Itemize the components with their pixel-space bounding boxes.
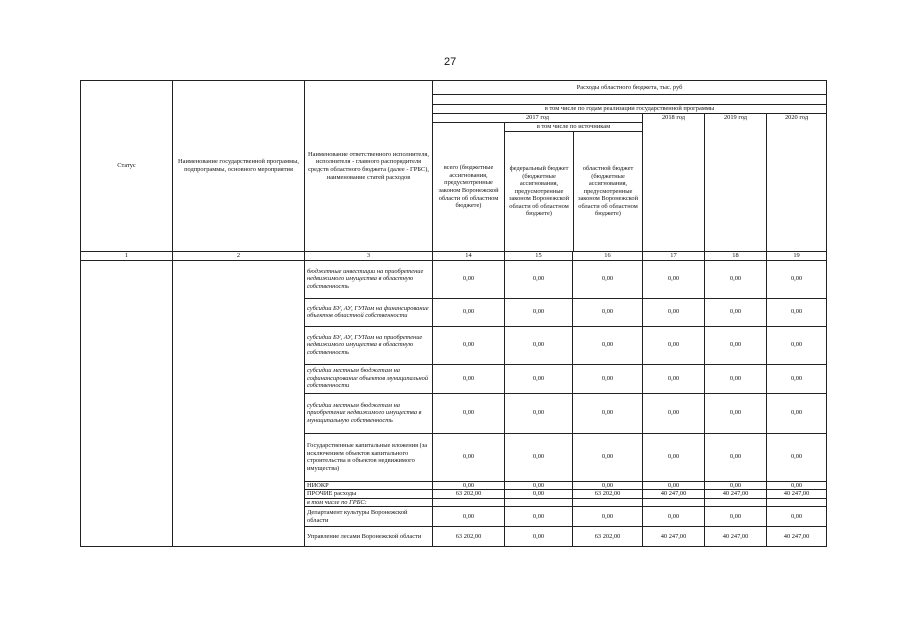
row-value: 0,00 (643, 326, 705, 364)
row-value: 0,00 (573, 298, 643, 326)
row-value: 0,00 (573, 393, 643, 433)
row-value: 0,00 (643, 393, 705, 433)
table-row (81, 260, 827, 298)
row-value: 0,00 (705, 326, 767, 364)
row-value: 0,00 (573, 433, 643, 481)
row-value: 40 247,00 (643, 490, 705, 499)
row-value: 0,00 (573, 481, 643, 490)
row-value: 0,00 (767, 393, 827, 433)
row-value: 40 247,00 (767, 490, 827, 499)
column-numbers-row (81, 252, 827, 261)
row-label: субсидии местным бюджетам на приобретение недвижимого имущества в муниципальную собственность (305, 393, 433, 433)
column-number: 19 (767, 252, 827, 261)
row-value: 0,00 (505, 490, 573, 499)
column-number: 16 (573, 252, 643, 261)
row-value: 0,00 (433, 298, 505, 326)
header-executor: Наименование ответственного исполнителя, исполнителя - главного распорядителя средств областного бюджета (далее - ГРБС), наименование статей расходов (305, 81, 433, 252)
row-value: 0,00 (505, 481, 573, 490)
column-number: 17 (643, 252, 705, 261)
row-value: 0,00 (505, 393, 573, 433)
row-label: субсидии местным бюджетам на софинансирование объектов муниципальной собственности (305, 364, 433, 393)
row-value: 0,00 (767, 260, 827, 298)
row-value: 0,00 (705, 260, 767, 298)
row-value (505, 498, 573, 507)
header-year-2020: 2020 год (767, 114, 827, 252)
row-value (643, 498, 705, 507)
row-value: 0,00 (705, 393, 767, 433)
row-label: НИОКР (305, 481, 433, 490)
row-value: 40 247,00 (767, 527, 827, 547)
row-value: 63 202,00 (433, 527, 505, 547)
row-value: 0,00 (767, 326, 827, 364)
row-value: 0,00 (643, 364, 705, 393)
row-label: Департамент культуры Воронежской области (305, 507, 433, 527)
row-value: 0,00 (643, 298, 705, 326)
column-number: 2 (173, 252, 305, 261)
row-value: 0,00 (433, 326, 505, 364)
header-year-2019: 2019 год (705, 114, 767, 252)
row-value: 0,00 (705, 298, 767, 326)
row-value: 0,00 (705, 364, 767, 393)
row-label: ПРОЧИЕ расходы (305, 490, 433, 499)
row-value: 0,00 (705, 507, 767, 527)
row-value (705, 498, 767, 507)
row-value: 0,00 (705, 433, 767, 481)
row-value: 0,00 (505, 326, 573, 364)
column-number: 14 (433, 252, 505, 261)
header-by-sources: в том числе по источникам (505, 123, 642, 132)
row-value: 0,00 (505, 364, 573, 393)
row-value: 40 247,00 (705, 490, 767, 499)
header-expenses-title: Расходы областного бюджета, тыс. руб (433, 81, 827, 95)
column-number: 1 (81, 252, 173, 261)
row-value: 0,00 (505, 433, 573, 481)
row-label: бюджетные инвестиции на приобретение недвижимого имущества в областную собственность (305, 260, 433, 298)
row-value: 0,00 (505, 260, 573, 298)
page-number: 27 (444, 56, 457, 68)
column-number: 15 (505, 252, 573, 261)
row-label: субсидии БУ, АУ, ГУПам на приобретение недвижимого имущества в областную собственность (305, 326, 433, 364)
header-sources-group (505, 123, 643, 252)
row-value: 0,00 (705, 481, 767, 490)
row-value: 0,00 (643, 481, 705, 490)
row-value: 0,00 (505, 527, 573, 547)
row-value: 0,00 (767, 433, 827, 481)
column-number: 18 (705, 252, 767, 261)
row-value (433, 498, 505, 507)
row-value: 0,00 (767, 507, 827, 527)
header-federal: федеральный бюджет (бюджетные ассигнования, предусмотренные законом Воронежской области об областном бюджете) (505, 132, 574, 251)
row-label: субсидии БУ, АУ, ГУПам на финансирование объектов областной собственности (305, 298, 433, 326)
row-value (573, 498, 643, 507)
row-value: 40 247,00 (705, 527, 767, 547)
budget-table (80, 80, 827, 547)
row-value: 0,00 (767, 298, 827, 326)
row-label: Управление лесами Воронежской области (305, 527, 433, 547)
header-total: всего (бюджетные ассигнования, предусмотренные законом Воронежской области об областном бюджете) (433, 123, 505, 252)
row-value: 0,00 (573, 326, 643, 364)
row-value: 0,00 (433, 433, 505, 481)
row-value: 63 202,00 (433, 490, 505, 499)
row-value: 0,00 (643, 260, 705, 298)
row-value: 0,00 (433, 260, 505, 298)
row-value: 0,00 (433, 507, 505, 527)
row-value: 0,00 (573, 507, 643, 527)
row-value: 0,00 (433, 364, 505, 393)
row-value: 0,00 (767, 481, 827, 490)
row-value: 0,00 (505, 507, 573, 527)
row-value: 0,00 (573, 364, 643, 393)
row-value: 0,00 (433, 393, 505, 433)
row-value: 40 247,00 (643, 527, 705, 547)
row-label: в том числе по ГРБС: (305, 498, 433, 507)
header-by-years: в том числе по годам реализации государственной программы (433, 105, 827, 114)
header-status: Статус (81, 81, 173, 252)
header-year-2018: 2018 год (643, 114, 705, 252)
row-value (767, 498, 827, 507)
row-value: 63 202,00 (573, 490, 643, 499)
row-value: 0,00 (643, 433, 705, 481)
row-value: 0,00 (643, 507, 705, 527)
row-value: 0,00 (573, 260, 643, 298)
status-cell (81, 260, 173, 547)
row-label: Государственные капитальные вложения (за исключением объектов капитального строительства и объектов недвижимого имущества) (305, 433, 433, 481)
header-regional: областной бюджет (бюджетные ассигнования, предусмотренные законом Воронежской области об областном бюджете) (577, 164, 639, 218)
row-value: 63 202,00 (573, 527, 643, 547)
header-program-name: Наименование государственной программы, подпрограммы, основного мероприятия (173, 81, 305, 252)
row-value: 0,00 (433, 481, 505, 490)
column-number: 3 (305, 252, 433, 261)
header-year-2017: 2017 год (433, 114, 643, 123)
row-value: 0,00 (505, 298, 573, 326)
row-value: 0,00 (767, 364, 827, 393)
program-cell (173, 260, 305, 547)
